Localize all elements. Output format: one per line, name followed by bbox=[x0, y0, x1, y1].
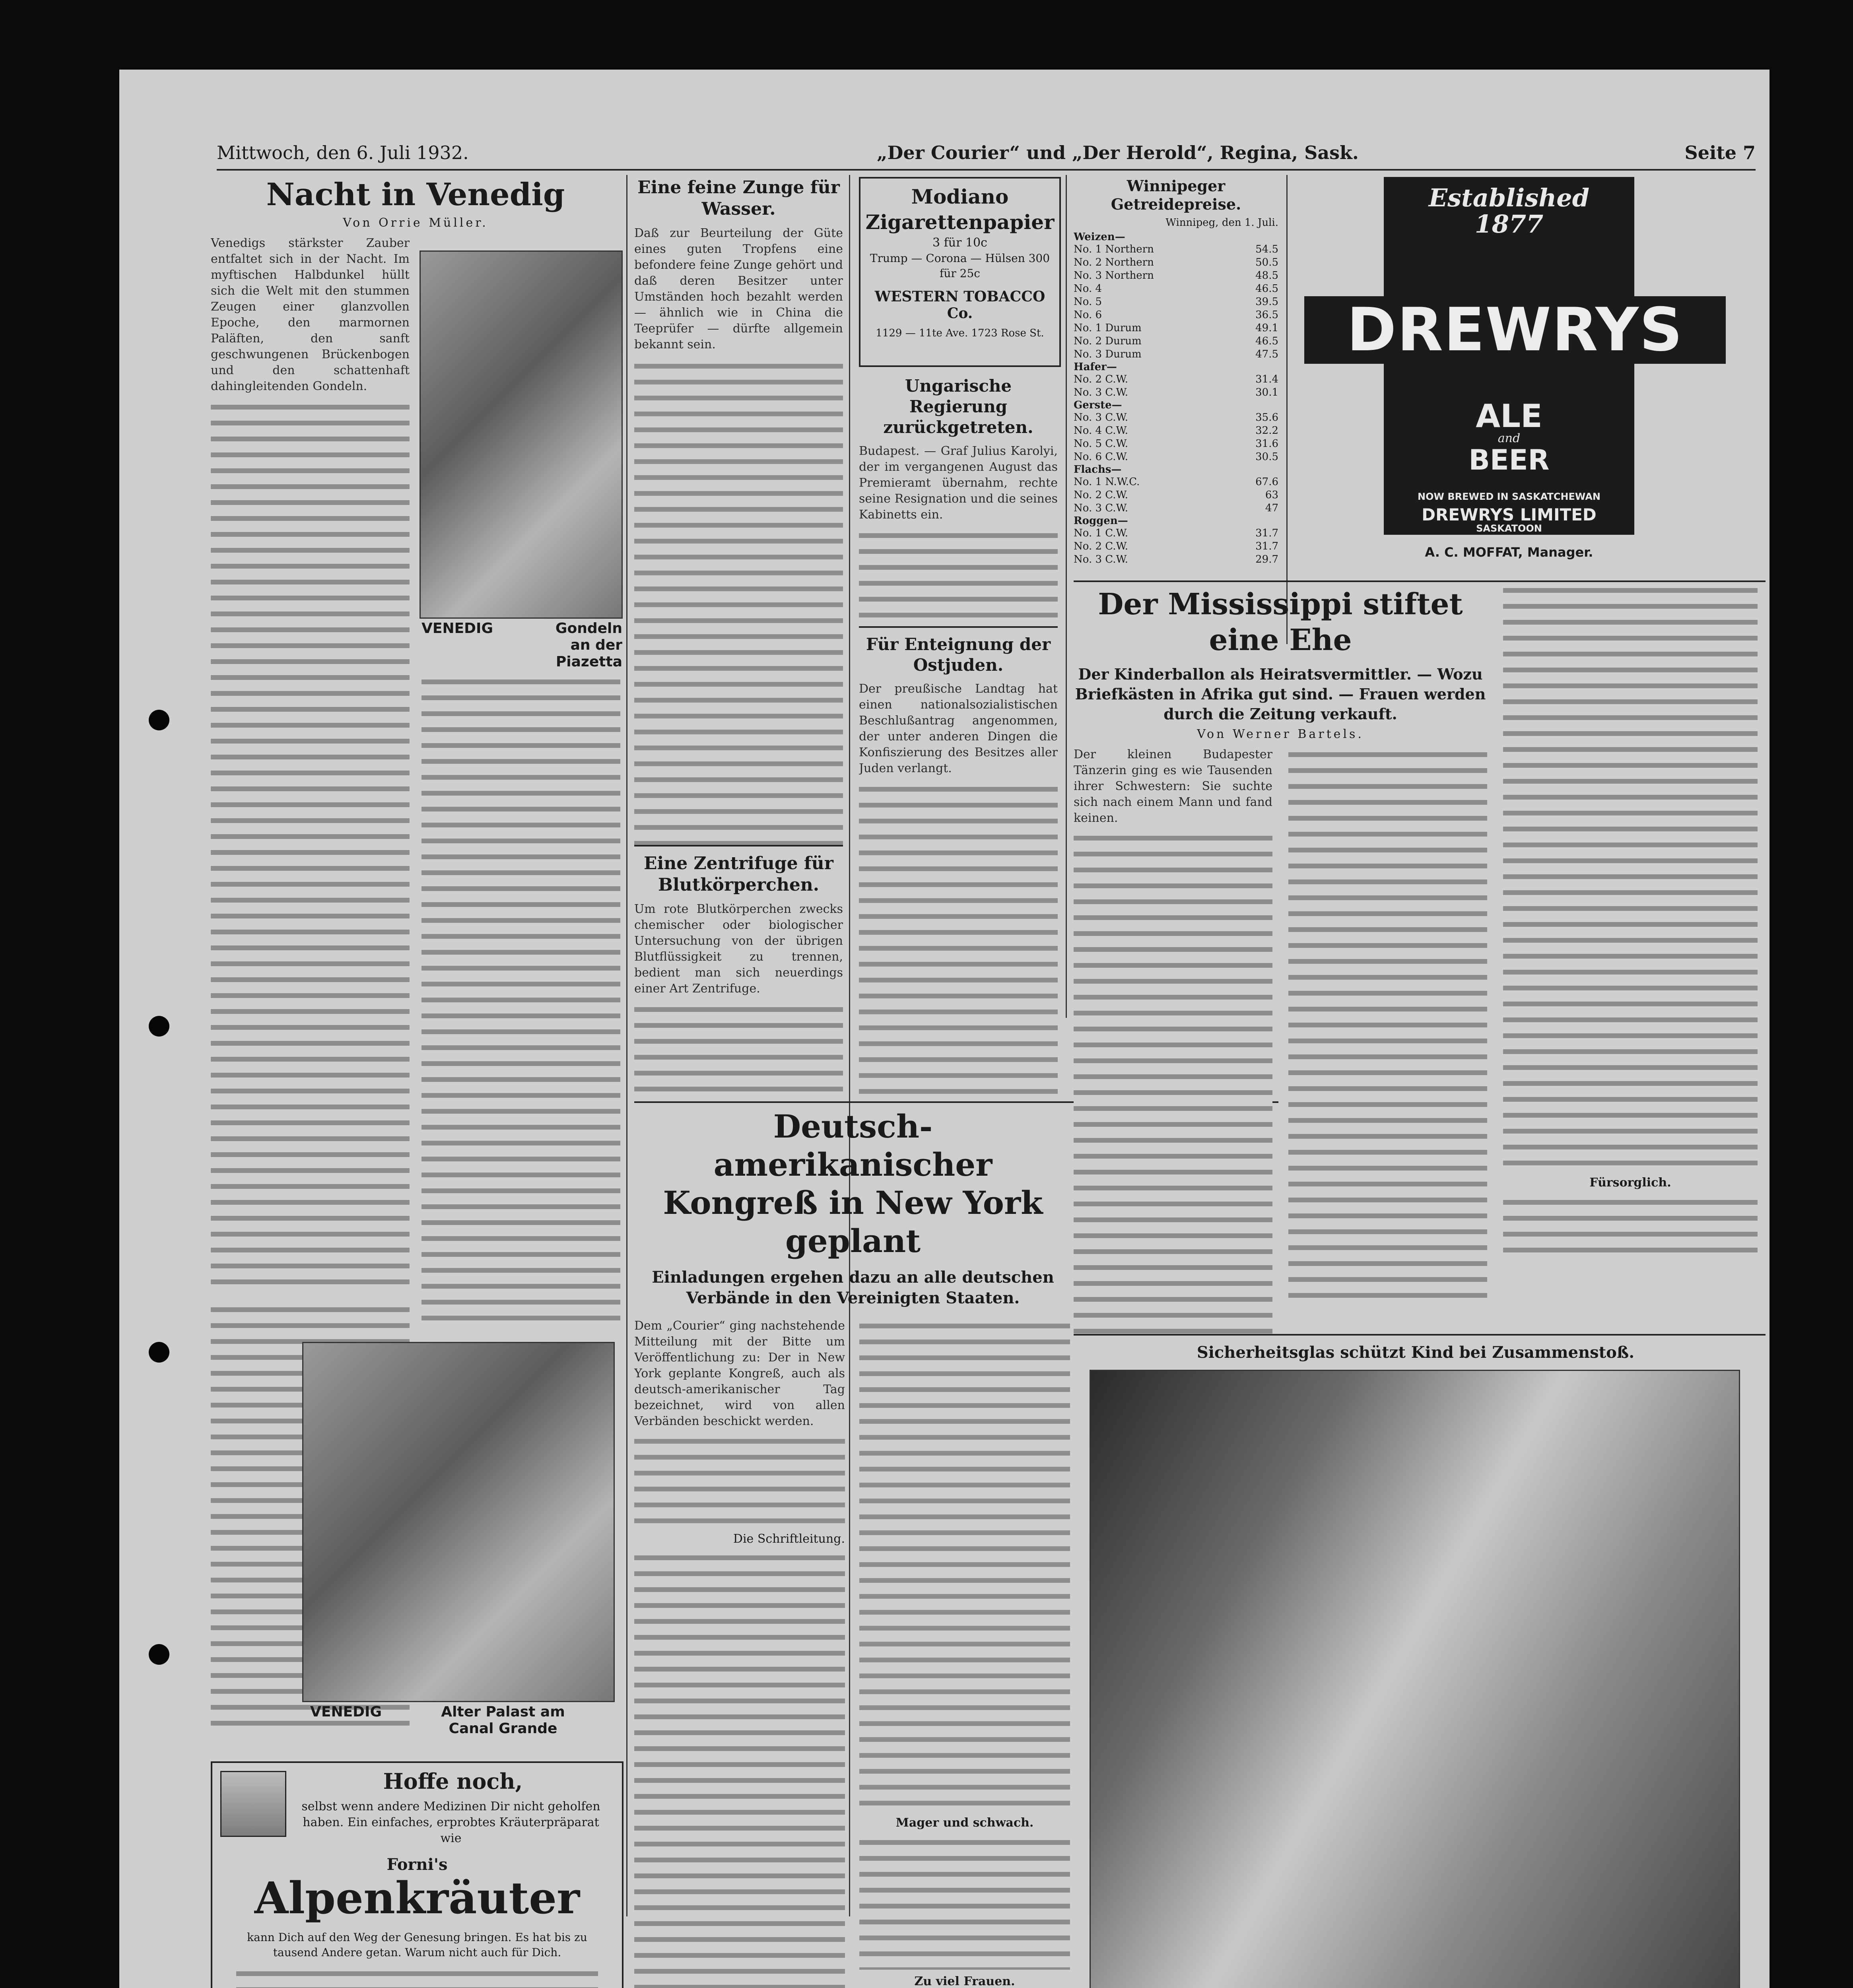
column-rule bbox=[626, 175, 627, 1916]
text-lines bbox=[859, 1835, 1070, 1970]
text-lines bbox=[1503, 1194, 1758, 1258]
mississippi-article bbox=[1074, 586, 1766, 1334]
zunge-title: Eine feine Zunge für Wasser. bbox=[637, 177, 840, 219]
ungarn-lead: Budapest. — Graf Julius Karolyi, der im vergangenen August das Premieramt übernahm, rechte seine Resignation und die seines Kabinetts ein. bbox=[859, 444, 1058, 522]
sicherheit-title: Sicherheitsglas schützt Kind bei Zusammenstoß. bbox=[1196, 1343, 1635, 1362]
text-lines bbox=[634, 1550, 845, 1988]
grain-row: No. 1 C.W. 31.7 bbox=[1074, 527, 1278, 539]
grain-group-label: Hafer— bbox=[1074, 361, 1117, 373]
modiano-ad bbox=[859, 177, 1061, 367]
grain-row: No. 2 C.W. 31.4 bbox=[1074, 373, 1278, 385]
grain-row: No. 2 C.W. 31.7 bbox=[1074, 540, 1278, 552]
punch-hole bbox=[149, 1644, 169, 1665]
page-header bbox=[217, 137, 1756, 171]
grain-group bbox=[1074, 464, 1278, 515]
text-lines bbox=[1074, 830, 1272, 1334]
divider bbox=[1074, 580, 1766, 582]
palast-illustration bbox=[302, 1342, 615, 1702]
forni-hope: Hoffe noch, bbox=[383, 1769, 523, 1794]
punch-hole bbox=[149, 710, 169, 730]
modiano-address: 1129 — 11te Ave. 1723 Rose St. bbox=[876, 327, 1044, 339]
zentrifuge-lead: Um rote Blutkörperchen zwecks chemischer oder biologischer Untersuchung von der übrigen Blutflüssigkeit zu trennen, bedient man sich neuerdings einer Art Zentrifuge. bbox=[634, 902, 843, 996]
text-lines bbox=[634, 1002, 843, 1099]
grain-group-label: Gerste— bbox=[1074, 399, 1122, 411]
enteignung-title: Für Enteignung der Ostjuden. bbox=[866, 635, 1051, 675]
text-lines bbox=[1503, 586, 1758, 1171]
grain-row: No. 6 C.W. 30.5 bbox=[1074, 451, 1278, 463]
modiano-brands: Trump — Corona — Hülsen 300 für 25c bbox=[870, 252, 1050, 280]
grain-row: No. 6 36.5 bbox=[1074, 309, 1278, 321]
drewrys-product-2: BEER bbox=[1468, 444, 1550, 476]
zentrifuge-article bbox=[634, 853, 843, 1099]
page-number: Seite 7 bbox=[1684, 142, 1756, 163]
mississippi-subtitle: Der Kinderballon als Heiratsvermittler. — Wozu Briefkästen in Afrika gut sind. — Frauen werden durch die Zeitung verkauft. bbox=[1075, 665, 1486, 723]
drewrys-established: Established 1877 bbox=[1428, 183, 1590, 239]
grain-row: No. 5 39.5 bbox=[1074, 296, 1278, 308]
drewrys-company: DREWRYS LIMITED bbox=[1422, 505, 1597, 524]
grain-group bbox=[1074, 515, 1278, 566]
drewrys-brewed: NOW BREWED IN SASKATCHEWAN bbox=[1418, 491, 1600, 502]
text-lines bbox=[634, 1433, 845, 1529]
grain-group-label: Flachs— bbox=[1074, 464, 1122, 476]
drewrys-ad bbox=[1296, 177, 1766, 579]
text-lines bbox=[859, 528, 1058, 622]
divider bbox=[859, 626, 1058, 628]
img-caption-right: Gondeln an der Piazetta bbox=[555, 620, 622, 670]
column-rule bbox=[1286, 175, 1288, 644]
grain-row: No. 3 Northern 48.5 bbox=[1074, 270, 1278, 282]
kongress-title: Deutsch-amerikanischer Kongreß in New York geplant bbox=[663, 1108, 1043, 1260]
paper-name: „Der Courier“ und „Der Herold“, Regina, Sask. bbox=[877, 142, 1359, 163]
house-icon bbox=[220, 1771, 286, 1837]
drewrys-product-and: and bbox=[1498, 431, 1521, 445]
drewrys-city: SASKATOON bbox=[1476, 523, 1542, 534]
text-lines bbox=[634, 358, 843, 845]
rezept-frauen: Zu viel Frauen. bbox=[914, 1974, 1015, 1988]
enteignung-lead: Der preußische Landtag hat einen nationalsozialistischen Beschlußantrag angenommen, der unter anderen Dingen die Konfiszierung des Besitzes aller Juden verlangt. bbox=[859, 682, 1058, 775]
modiano-company: WESTERN TOBACCO Co. bbox=[874, 288, 1045, 322]
grain-row: No. 1 N.W.C. 67.6 bbox=[1074, 476, 1278, 488]
grain-row: No. 3 C.W. 35.6 bbox=[1074, 412, 1278, 423]
text-lines bbox=[1288, 747, 1487, 1303]
divider bbox=[1074, 1334, 1766, 1336]
kongress-article bbox=[634, 1107, 1072, 1988]
grain-prices bbox=[1074, 177, 1278, 646]
column-rule bbox=[1066, 175, 1067, 1018]
fuersorglich-title: Fürsorglich. bbox=[1589, 1176, 1671, 1190]
gondeln-illustration bbox=[420, 250, 623, 619]
forni-ad bbox=[211, 1761, 623, 1988]
text-lines bbox=[859, 781, 1058, 1095]
forni-brand-owner: Forni's bbox=[387, 1855, 448, 1874]
mississippi-lead: Der kleinen Budapester Tänzerin ging es wie Tausenden ihrer Schwestern: Sie suchte sich nach einem Mann und fand keinen. bbox=[1074, 747, 1272, 825]
punch-hole bbox=[149, 1342, 169, 1363]
modiano-title: Modiano Zigarettenpapier bbox=[865, 185, 1055, 234]
text-lines bbox=[859, 1318, 1070, 1811]
kongress-subtitle: Einladungen ergehen dazu an alle deutschen Verbände in den Vereinigten Staaten. bbox=[652, 1268, 1054, 1307]
rezept-magen: Mager und schwach. bbox=[895, 1816, 1034, 1830]
grain-row: No. 3 C.W. 29.7 bbox=[1074, 553, 1278, 565]
grain-date: Winnipeg, den 1. Juli. bbox=[1165, 217, 1278, 229]
forni-product: Alpenkräuter bbox=[254, 1872, 580, 1924]
text-lines bbox=[211, 399, 410, 1294]
venedig-title: Nacht in Venedig bbox=[266, 177, 565, 213]
sicherheit-feature bbox=[1090, 1342, 1742, 1988]
enteignung-article bbox=[859, 634, 1058, 1095]
venedig-byline: Von Orrie Müller. bbox=[343, 216, 488, 230]
venedig-lead: Venedigs stärkster Zauber entfaltet sich in der Nacht. Im myftischen Halbdunkel hüllt sich die Welt mit den stummen Zeugen einer glanzvollen Epoche, den marmornen Paläften, den sanft geschwungenen Brückenbogen und den schattenhaft dahingleitenden Gondeln. bbox=[211, 236, 410, 393]
drewrys-manager: A. C. MOFFAT, Manager. bbox=[1425, 545, 1593, 560]
grain-title: Winnipeger Getreidepreise. bbox=[1111, 177, 1241, 213]
grain-row: No. 2 C.W. 63 bbox=[1074, 489, 1278, 501]
kongress-lead: Dem „Courier“ ging nachstehende Mitteilung mit der Bitte um Veröffentlichung zu: Der in New York geplante Kongreß, auch als deutsch-amerikanischer Tag bezeichnet, wird von allen Verbänden beschickt werden. bbox=[634, 1319, 845, 1428]
punch-hole bbox=[149, 1016, 169, 1037]
issue-date: Mittwoch, den 6. Juli 1932. bbox=[217, 142, 469, 163]
zentrifuge-title: Eine Zentrifuge für Blutkörperchen. bbox=[644, 853, 833, 895]
forni-pitch: selbst wenn andere Medizinen Dir nicht geholfen haben. Ein einfaches, erprobtes Kräuterpräparat wie bbox=[301, 1800, 600, 1845]
img-caption-left: VENEDIG bbox=[310, 1704, 382, 1720]
text-lines bbox=[421, 674, 620, 1326]
safety-glass-photo bbox=[1090, 1370, 1740, 1988]
text-lines bbox=[236, 1966, 598, 1988]
divider bbox=[634, 845, 843, 846]
drewrys-brand: DREWRYS bbox=[1304, 296, 1726, 364]
drewrys-product-1: ALE bbox=[1476, 398, 1542, 435]
grain-row: No. 2 Northern 50.5 bbox=[1074, 256, 1278, 268]
grain-row: No. 3 C.W. 30.1 bbox=[1074, 386, 1278, 398]
grain-row: No. 3 C.W. 47 bbox=[1074, 502, 1278, 514]
img-caption-right: Alter Palast am Canal Grande bbox=[441, 1704, 565, 1737]
modiano-price: 3 für 10c bbox=[932, 236, 987, 250]
grain-row: No. 5 C.W. 31.6 bbox=[1074, 438, 1278, 450]
kongress-sign: Die Schriftleitung. bbox=[733, 1532, 845, 1546]
newspaper-page bbox=[119, 70, 1769, 1988]
grain-row: No. 1 Northern 54.5 bbox=[1074, 243, 1278, 255]
grain-group-label: Roggen— bbox=[1074, 515, 1128, 527]
grain-row: No. 4 C.W. 32.2 bbox=[1074, 425, 1278, 437]
ungarn-title: Ungarische Regierung zurückgetreten. bbox=[883, 376, 1033, 437]
zunge-article bbox=[634, 177, 843, 845]
grain-group bbox=[1074, 231, 1278, 361]
grain-group-label: Weizen— bbox=[1074, 231, 1125, 243]
grain-row: No. 3 Durum 47.5 bbox=[1074, 348, 1278, 360]
grain-row: No. 2 Durum 46.5 bbox=[1074, 335, 1278, 347]
grain-group bbox=[1074, 361, 1278, 399]
grain-row: No. 1 Durum 49.1 bbox=[1074, 322, 1278, 334]
forni-body: kann Dich auf den Weg der Genesung bringen. Es hat bis zu tausend Andere getan. Warum nicht auch für Dich. bbox=[247, 1931, 587, 1959]
mississippi-title: Der Mississippi stiftet eine Ehe bbox=[1098, 587, 1463, 657]
mississippi-byline: Von Werner Bartels. bbox=[1197, 727, 1364, 741]
grain-group bbox=[1074, 399, 1278, 464]
img-caption-left: VENEDIG bbox=[421, 620, 493, 637]
ungarn-article bbox=[859, 376, 1058, 622]
grain-row: No. 4 46.5 bbox=[1074, 283, 1278, 295]
zunge-lead: Daß zur Beurteilung der Güte eines guten Tropfens eine befondere feine Zunge gehört und daß deren Besitzer unter Umständen hoch bezahlt werden — ähnlich wie in China die Teeprüfer — dürfte allgemein bekannt sein. bbox=[634, 226, 843, 351]
